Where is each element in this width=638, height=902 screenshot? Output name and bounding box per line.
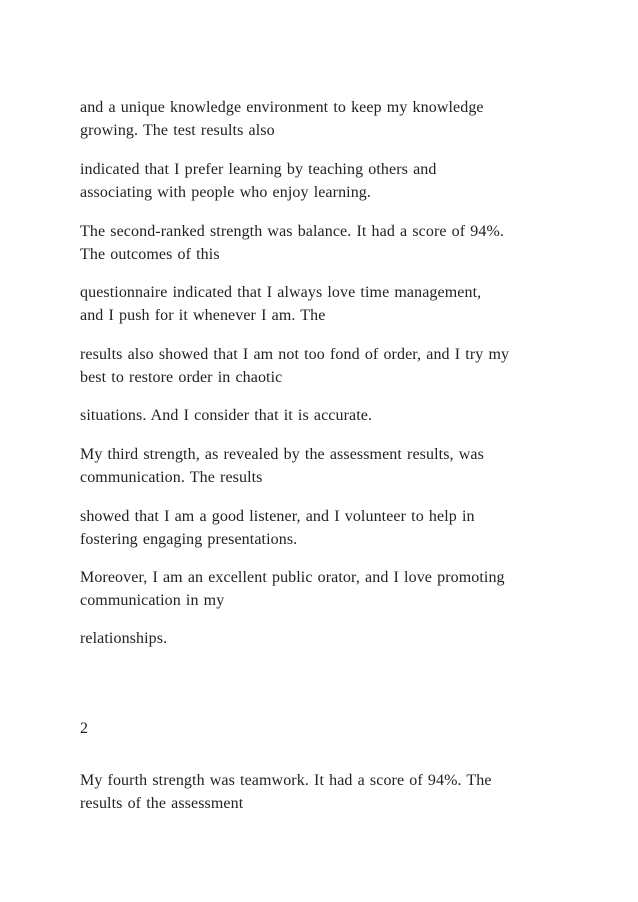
paragraph-accurate: [80, 404, 600, 427]
text-line: relationships.: [80, 630, 168, 647]
paragraph-public-orator: [80, 566, 600, 612]
text-line: communication in my: [80, 592, 225, 609]
text-line: 2: [80, 720, 89, 737]
paragraph-order: [80, 343, 600, 389]
text-line: My fourth strength was teamwork. It had a score of 94%. The: [80, 772, 492, 789]
text-line: questionnaire indicated that I always love time management,: [80, 284, 482, 301]
text-line: showed that I am a good listener, and I volunteer to help in: [80, 508, 475, 525]
text-line: Moreover, I am an excellent public orator, and I love promoting: [80, 569, 505, 586]
paragraph-balance-strength: [80, 220, 600, 266]
text-line: situations. And I consider that it is accurate.: [80, 407, 373, 424]
text-line: results of the assessment: [80, 795, 244, 812]
paragraph-knowledge-environment: [80, 96, 600, 142]
paragraph-learning-preference: [80, 158, 600, 204]
text-line: indicated that I prefer learning by teaching others and: [80, 161, 437, 178]
page-number: [80, 717, 600, 740]
text-line: growing. The test results also: [80, 122, 275, 139]
paragraph-listener: [80, 505, 600, 551]
text-line: communication. The results: [80, 469, 263, 486]
text-line: My third strength, as revealed by the assessment results, was: [80, 446, 484, 463]
text-line: The second-ranked strength was balance. It had a score of 94%.: [80, 223, 505, 240]
paragraph-communication-strength: [80, 443, 600, 489]
text-line: results also showed that I am not too fond of order, and I try my: [80, 346, 510, 363]
text-line: and I push for it whenever I am. The: [80, 307, 326, 324]
text-line: associating with people who enjoy learning.: [80, 184, 372, 201]
text-line: and a unique knowledge environment to keep my knowledge: [80, 99, 484, 116]
paragraph-relationships: [80, 627, 600, 650]
text-line: fostering engaging presentations.: [80, 531, 298, 548]
paragraph-teamwork-strength: [80, 769, 600, 815]
paragraph-time-management: [80, 281, 600, 327]
text-line: best to restore order in chaotic: [80, 369, 283, 386]
text-line: The outcomes of this: [80, 246, 220, 263]
